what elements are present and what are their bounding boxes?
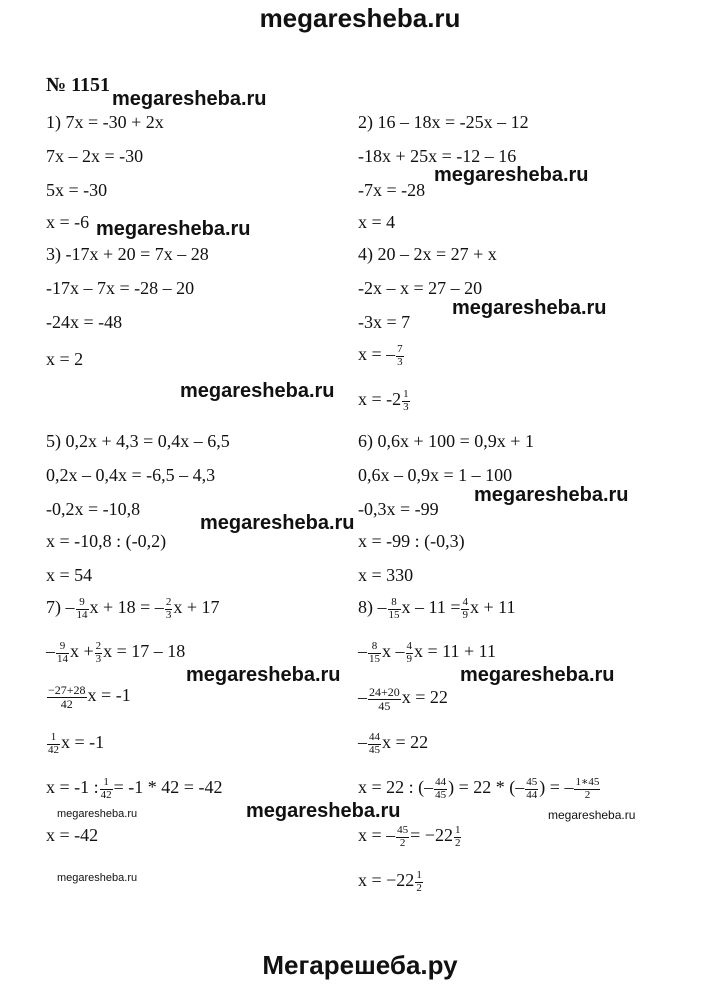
equation-line: x = -99 : (-0,3): [358, 531, 465, 551]
denominator: 42: [100, 788, 112, 801]
numerator: 24+20: [369, 685, 400, 699]
denominator: 14: [57, 652, 68, 665]
text-part: x + 17: [173, 597, 220, 618]
text-part: x = 22 : (–: [358, 777, 434, 798]
denominator: 3: [403, 400, 409, 413]
watermark-small: megaresheba.ru: [57, 808, 138, 820]
equation-line: [46, 777, 222, 801]
numerator: 1: [454, 824, 461, 836]
watermark: megaresheba.ru: [180, 380, 335, 402]
equation-line: x = 2: [46, 349, 84, 369]
denominator: 14: [76, 608, 88, 621]
equation-line: 3) -17x + 20 = 7x – 28: [46, 244, 209, 264]
equation-line: -2x – x = 27 – 20: [358, 278, 483, 298]
equation-line: -0,2x = -10,8: [46, 499, 141, 519]
denominator: 42: [47, 697, 87, 711]
text-part: ) = –: [539, 777, 574, 798]
equation-line: [358, 777, 601, 801]
fraction: [56, 641, 69, 665]
equation-line: 5) 0,2x + 4,3 = 0,4x – 6,5: [46, 431, 230, 451]
denominator: 9: [406, 652, 412, 665]
text-part: x – 11 =: [401, 597, 461, 618]
fraction: [406, 641, 414, 665]
watermark: megaresheba.ru: [246, 800, 401, 822]
equation-line: [358, 825, 462, 849]
equation-line: 0,2x – 0,4x = -6,5 – 4,3: [46, 465, 216, 485]
text-part: x = −22: [358, 870, 415, 891]
text-part: x = 17 – 18: [103, 641, 186, 662]
denominator: 2: [396, 837, 409, 850]
denominator: 45: [369, 743, 380, 756]
equation-line: [358, 686, 448, 712]
fraction: [454, 825, 462, 849]
equation-line: x = -42: [46, 825, 99, 845]
numerator: 44: [369, 731, 380, 743]
numerator: 9: [79, 596, 85, 608]
equation-line: 5x = -30: [46, 180, 108, 200]
text-part: x = -1: [61, 732, 105, 753]
equation-line: [46, 641, 185, 665]
equation-line: -17x – 7x = -28 – 20: [46, 278, 195, 298]
denominator: 15: [388, 608, 400, 621]
equation-line: [358, 389, 411, 413]
denominator: 45: [368, 699, 401, 713]
numerator: 4: [462, 596, 468, 608]
text-part: x + 18 = –: [89, 597, 164, 618]
fraction: [368, 732, 381, 756]
text-part: x = –: [358, 344, 396, 365]
fraction: [47, 732, 60, 756]
text-part: x = -1 :: [46, 777, 99, 798]
fraction: [525, 777, 538, 801]
numerator: 8: [391, 596, 397, 608]
equation-line: [46, 732, 104, 756]
denominator: 3: [95, 652, 102, 665]
numerator: 1: [103, 776, 109, 788]
text-part: x –: [382, 641, 405, 662]
text-part: –: [358, 732, 367, 753]
watermark-small: megaresheba.ru: [548, 808, 636, 822]
numerator: 1∗45: [575, 776, 600, 788]
fraction: [388, 597, 401, 621]
fraction: [415, 870, 423, 894]
numerator: 1: [403, 388, 409, 400]
numerator: 1: [50, 731, 57, 743]
numerator: 9: [59, 640, 66, 652]
denominator: 2: [574, 789, 600, 802]
watermark: megaresheba.ru: [460, 664, 615, 686]
watermark: megaresheba.ru: [200, 512, 355, 534]
watermark: megaresheba.ru: [474, 484, 629, 506]
watermark: megaresheba.ru: [452, 297, 607, 319]
equation-line: [358, 870, 424, 894]
fraction: [402, 389, 410, 413]
denominator: 45: [435, 788, 447, 801]
numerator: 44: [435, 776, 447, 788]
denominator: 2: [416, 881, 422, 894]
fraction: [574, 777, 600, 801]
equation-line: x = -6: [46, 212, 90, 232]
numerator: 45: [397, 824, 409, 836]
fraction: [76, 597, 89, 621]
fraction: [396, 825, 409, 849]
watermark: megaresheba.ru: [112, 88, 267, 110]
watermark-small: megaresheba.ru: [57, 872, 138, 884]
equation-line: [358, 344, 405, 368]
numerator: 7: [397, 343, 403, 355]
fraction: [165, 597, 173, 621]
text-part: x = 22: [382, 732, 429, 753]
numerator: 1: [416, 869, 422, 881]
equation-line: 0,6x – 0,9x = 1 – 100: [358, 465, 513, 485]
text-part: –: [46, 641, 55, 662]
problem-number: № 1151: [46, 74, 110, 96]
numerator: 2: [95, 640, 102, 652]
watermark: megaresheba.ru: [96, 218, 251, 240]
fraction: [95, 641, 103, 665]
numerator: 8: [371, 640, 378, 652]
denominator: 44: [526, 788, 538, 801]
text-part: x = –: [358, 825, 396, 846]
equation-line: [358, 597, 515, 621]
denominator: 2: [454, 836, 461, 849]
denominator: 9: [462, 608, 468, 621]
denominator: 15: [369, 652, 380, 665]
text-part: 8) –: [358, 597, 387, 618]
equation-line: [46, 684, 131, 710]
footer-site: Мегарешеба.ру: [262, 950, 458, 980]
equation-line: x = 4: [358, 212, 396, 232]
text-part: = -1 * 42 = -42: [113, 777, 223, 798]
equation-line: [358, 641, 496, 665]
equation-line: -18x + 25x = -12 – 16: [358, 146, 517, 166]
equation-line: -3x = 7: [358, 312, 411, 332]
equation-line: -7x = -28: [358, 180, 426, 200]
text-part: –: [358, 641, 367, 662]
denominator: 42: [48, 743, 59, 756]
text-part: x + 11: [469, 597, 516, 618]
equation-line: 6) 0,6x + 100 = 0,9x + 1: [358, 431, 534, 451]
fraction: [396, 344, 404, 368]
fraction: [368, 686, 401, 712]
text-part: x +: [70, 641, 94, 662]
text-part: –: [358, 687, 367, 708]
text-part: = −22: [410, 825, 453, 846]
equation-line: 1) 7x = -30 + 2x: [46, 112, 164, 132]
text-part: 7) –: [46, 597, 75, 618]
fraction: [47, 684, 87, 710]
equation-line: [358, 732, 428, 756]
equation-line: x = 54: [46, 565, 93, 585]
denominator: 3: [397, 355, 403, 368]
header-site: megaresheba.ru: [259, 3, 461, 33]
text-part: x = 11 + 11: [414, 641, 496, 662]
text-part: x = -1: [87, 685, 131, 706]
numerator: 4: [406, 640, 412, 652]
denominator: 3: [165, 608, 172, 621]
equation-line: 7x – 2x = -30: [46, 146, 144, 166]
equation-line: 2) 16 – 18x = -25x – 12: [358, 112, 529, 132]
watermark: megaresheba.ru: [434, 164, 589, 186]
fraction: [434, 777, 447, 801]
text-part: x = -2: [358, 389, 402, 410]
equation-line: x = -10,8 : (-0,2): [46, 531, 167, 551]
equation-line: 4) 20 – 2x = 27 + x: [358, 244, 497, 264]
equation-line: [46, 597, 219, 621]
equation-line: -24x = -48: [46, 312, 123, 332]
fraction: [100, 777, 113, 801]
equation-line: x = 330: [358, 565, 414, 585]
fraction: [461, 597, 469, 621]
watermark: megaresheba.ru: [186, 664, 341, 686]
equation-line: -0,3x = -99: [358, 499, 439, 519]
numerator: 2: [165, 596, 172, 608]
text-part: x = 22: [401, 687, 448, 708]
numerator: 45: [526, 776, 538, 788]
numerator: −27+28: [48, 683, 86, 697]
fraction: [368, 641, 381, 665]
text-part: ) = 22 * (–: [448, 777, 525, 798]
